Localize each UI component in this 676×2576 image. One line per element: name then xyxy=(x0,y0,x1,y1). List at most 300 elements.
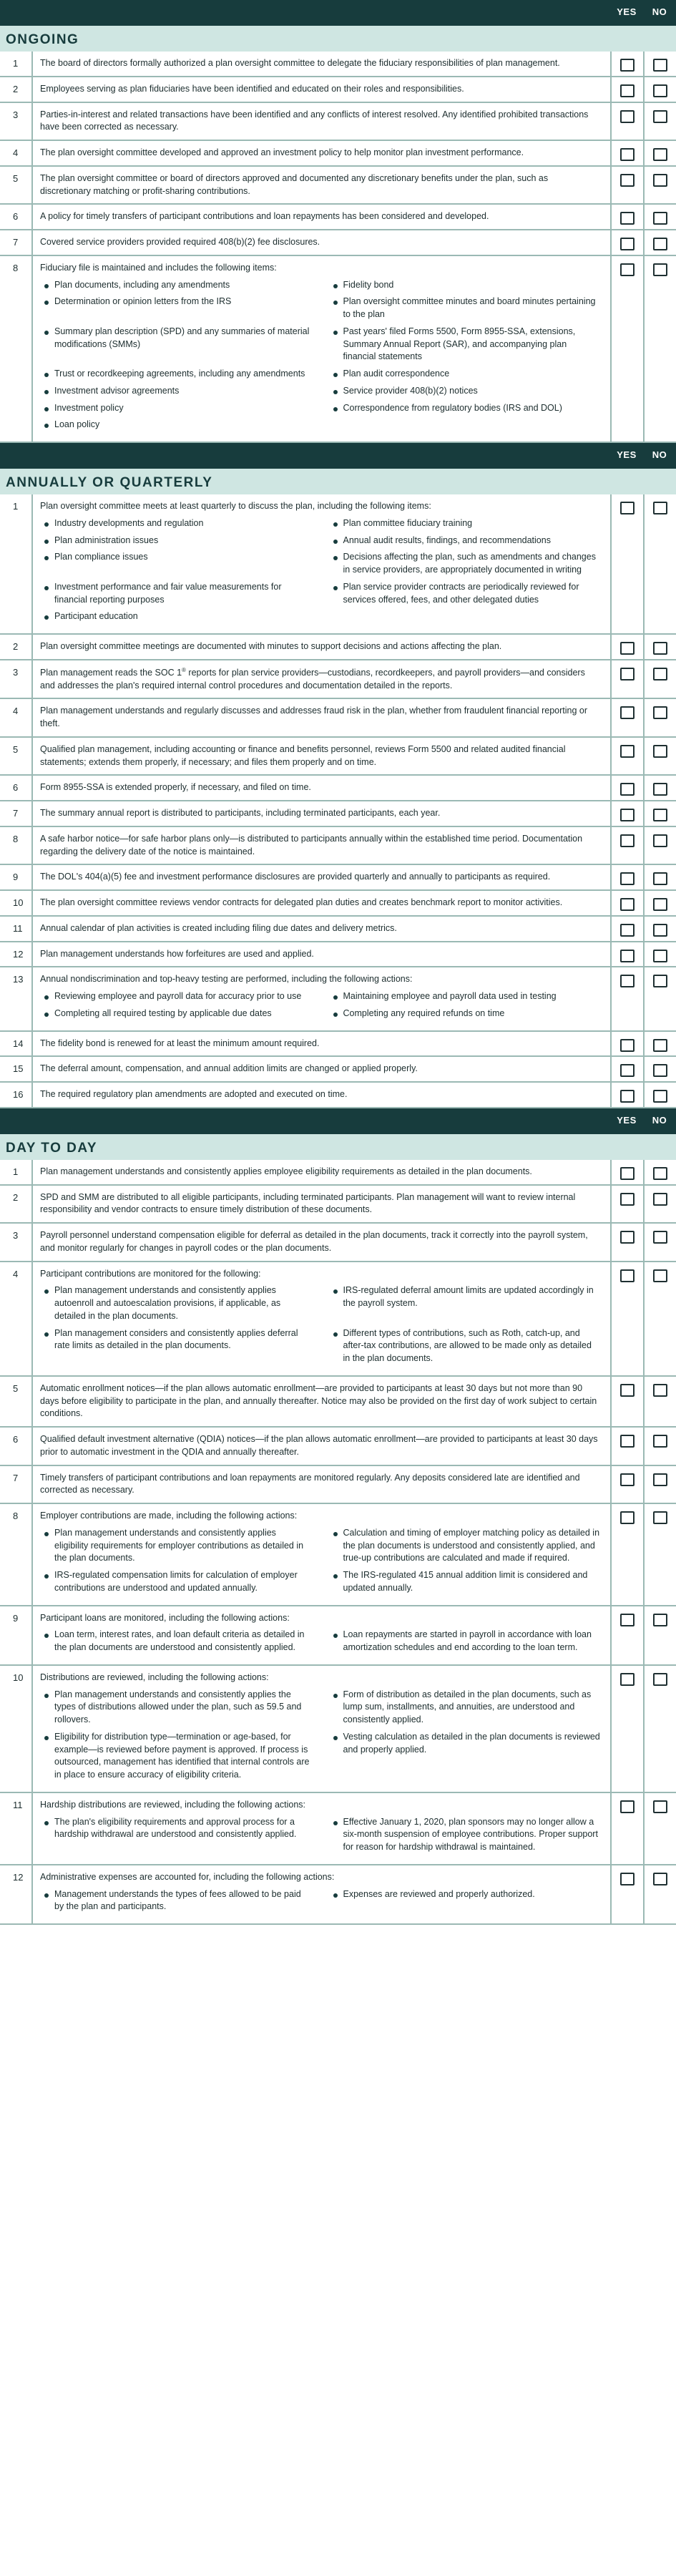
no-cell xyxy=(643,699,676,736)
item-number: 15 xyxy=(13,1063,24,1075)
bullet-item: Determination or opinion letters from the IRS xyxy=(40,296,312,321)
item-number: 5 xyxy=(13,743,19,755)
no-checkbox[interactable] xyxy=(653,1090,667,1103)
yes-cell xyxy=(610,1186,643,1223)
bullet-item: Annual audit results, findings, and recommendations xyxy=(329,535,601,547)
no-cell xyxy=(643,738,676,775)
item-text: Employees serving as plan fiduciaries have been identified and educated on their roles and responsibilities. xyxy=(40,83,464,94)
checklist-row xyxy=(0,942,676,968)
no-cell xyxy=(643,776,676,800)
yes-checkbox[interactable] xyxy=(620,502,635,514)
item-body xyxy=(31,1160,610,1184)
item-number: 5 xyxy=(13,1382,19,1394)
no-checkbox[interactable] xyxy=(653,502,667,514)
bullet-item: Industry developments and regulation xyxy=(40,517,312,530)
checklist-row xyxy=(0,77,676,103)
no-checkbox[interactable] xyxy=(653,1511,667,1524)
item-bullet-list xyxy=(40,279,600,436)
yes-column-header: YES xyxy=(617,1114,637,1126)
item-text: Qualified plan management, including accounting or finance and benefits personnel, reviews Form 5500 and related audited financial statements; extends them properly, if necessary; and files them properly and on time. xyxy=(40,743,566,767)
no-checkbox[interactable] xyxy=(653,1193,667,1206)
yes-cell xyxy=(610,1466,643,1503)
item-body xyxy=(31,1666,610,1792)
no-checkbox[interactable] xyxy=(653,1231,667,1244)
yes-checkbox[interactable] xyxy=(620,1231,635,1244)
no-cell xyxy=(643,1466,676,1503)
item-body xyxy=(31,141,610,165)
no-checkbox[interactable] xyxy=(653,212,667,225)
no-checkbox[interactable] xyxy=(653,110,667,123)
bullet-item: Investment policy xyxy=(40,402,312,415)
checklist-section xyxy=(0,443,676,1108)
no-checkbox[interactable] xyxy=(653,1269,667,1282)
item-body xyxy=(31,1377,610,1426)
no-cell xyxy=(643,1504,676,1605)
item-number: 6 xyxy=(13,211,19,223)
bullet-item: Investment performance and fair value measurements for financial reporting purposes xyxy=(40,581,312,607)
bullet-item: Plan administration issues xyxy=(40,535,312,547)
item-number: 10 xyxy=(13,1672,24,1683)
no-checkbox[interactable] xyxy=(653,59,667,72)
no-cell xyxy=(643,827,676,864)
no-cell xyxy=(643,1428,676,1465)
yes-cell xyxy=(610,1224,643,1261)
yes-cell xyxy=(610,1428,643,1465)
yes-cell xyxy=(610,1057,643,1081)
yes-cell xyxy=(610,167,643,204)
no-cell xyxy=(643,256,676,441)
no-checkbox[interactable] xyxy=(653,1614,667,1626)
no-cell xyxy=(643,967,676,1030)
item-bullet-list xyxy=(40,1629,600,1659)
yes-checkbox[interactable] xyxy=(620,783,635,796)
yes-checkbox[interactable] xyxy=(620,110,635,123)
no-checkbox[interactable] xyxy=(653,1435,667,1448)
bullet-item: Loan repayments are started in payroll in accordance with loan amortization schedules and end according to the loan term. xyxy=(329,1629,601,1654)
yes-cell xyxy=(610,256,643,441)
item-number: 11 xyxy=(13,1799,23,1810)
item-body xyxy=(31,967,610,1030)
checklist-row xyxy=(0,230,676,256)
no-cell xyxy=(643,1606,676,1664)
item-text: Payroll personnel understand compensation eligible for deferral as detailed in the plan documents, track it correctly into the payroll system, and monitor regularly for changes in payroll codes or the plan documents. xyxy=(40,1230,588,1253)
yes-checkbox[interactable] xyxy=(620,84,635,97)
yes-cell xyxy=(610,1032,643,1056)
item-text: The plan oversight committee reviews vendor contracts for delegated plan duties and creates benchmark report to monitor activities. xyxy=(40,897,563,908)
yes-cell xyxy=(610,801,643,826)
item-body xyxy=(31,52,610,76)
yes-checkbox[interactable] xyxy=(620,1511,635,1524)
yes-cell xyxy=(610,865,643,889)
no-checkbox[interactable] xyxy=(653,148,667,161)
item-number: 9 xyxy=(13,1612,19,1624)
item-text: The board of directors formally authorized a plan oversight committee to delegate the fiduciary responsibilities of plan management. xyxy=(40,58,560,68)
yes-checkbox[interactable] xyxy=(620,1800,635,1813)
checklist-section xyxy=(0,1108,676,1925)
no-checkbox[interactable] xyxy=(653,706,667,719)
item-text: Annual nondiscrimination and top-heavy testing are performed, including the following actions: xyxy=(40,974,413,985)
no-checkbox[interactable] xyxy=(653,1167,667,1180)
no-checkbox[interactable] xyxy=(653,783,667,796)
checklist-row xyxy=(0,1865,676,1925)
item-text: Employer contributions are made, including the following actions: xyxy=(40,1511,298,1521)
yes-cell xyxy=(610,635,643,659)
checklist-row xyxy=(0,865,676,891)
item-number: 8 xyxy=(13,1511,19,1522)
checklist-row xyxy=(0,1224,676,1262)
checklist-section xyxy=(0,0,676,443)
item-body xyxy=(31,77,610,102)
checklist-row xyxy=(0,167,676,205)
no-checkbox[interactable] xyxy=(653,642,667,655)
item-number: 8 xyxy=(13,262,19,273)
yes-checkbox[interactable] xyxy=(620,975,635,987)
item-body xyxy=(31,1504,610,1605)
yes-checkbox[interactable] xyxy=(620,1269,635,1282)
checklist-row xyxy=(0,141,676,167)
bullet-item: Eligibility for distribution type—termination or age-based, for example—is reviewed before payment is approved. If process is outsourced, management has identified that internal controls are in place to ensure accuracy of eligibility criteria. xyxy=(40,1731,312,1782)
item-text: Parties-in-interest and related transactions have been identified and any conflicts of interest resolved. Any identified prohibited transactions have been corrected as necessary. xyxy=(40,109,589,132)
item-number: 16 xyxy=(13,1089,24,1101)
no-checkbox[interactable] xyxy=(653,1064,667,1077)
yes-checkbox[interactable] xyxy=(620,1614,635,1626)
bullet-item: Plan management considers and consistently applies deferral rate limits as detailed in the plan documents. xyxy=(40,1327,312,1365)
yes-checkbox[interactable] xyxy=(620,212,635,225)
bullet-item: Investment advisor agreements xyxy=(40,385,312,398)
item-text: The summary annual report is distributed to participants, including terminated participants, each year. xyxy=(40,808,441,819)
checklist-row xyxy=(0,1504,676,1606)
item-body xyxy=(31,167,610,204)
checklist-row xyxy=(0,967,676,1031)
no-checkbox[interactable] xyxy=(653,975,667,987)
item-number: 3 xyxy=(13,109,19,120)
no-checkbox[interactable] xyxy=(653,1800,667,1813)
no-cell xyxy=(643,494,676,633)
item-body xyxy=(31,660,610,698)
item-number: 1 xyxy=(13,1166,19,1177)
no-checkbox[interactable] xyxy=(653,809,667,821)
no-checkbox[interactable] xyxy=(653,1473,667,1486)
item-bullet-list xyxy=(40,1888,600,1918)
no-checkbox[interactable] xyxy=(653,872,667,885)
yes-checkbox[interactable] xyxy=(620,1193,635,1206)
no-column-header: NO xyxy=(652,6,667,17)
yes-checkbox[interactable] xyxy=(620,924,635,937)
no-cell xyxy=(643,205,676,229)
no-checkbox[interactable] xyxy=(653,950,667,962)
no-checkbox[interactable] xyxy=(653,174,667,187)
item-number: 12 xyxy=(13,1871,24,1883)
yes-cell xyxy=(610,494,643,633)
item-body xyxy=(31,635,610,659)
bullet-item: Fidelity bond xyxy=(329,279,601,292)
item-text: Timely transfers of participant contributions and loan repayments are monitored regularly. Any deposits considered late are identified and corrected as necessary. xyxy=(40,1472,580,1496)
checklist-row xyxy=(0,52,676,77)
column-header-spacer xyxy=(0,0,610,24)
no-cell xyxy=(643,52,676,76)
item-body xyxy=(31,230,610,255)
yes-cell xyxy=(610,738,643,775)
bullet-item: Plan committee fiduciary training xyxy=(329,517,601,530)
yes-cell xyxy=(610,141,643,165)
item-text: Covered service providers provided required 408(b)(2) fee disclosures. xyxy=(40,237,320,247)
yes-cell xyxy=(610,1262,643,1375)
yes-checkbox[interactable] xyxy=(620,668,635,680)
no-checkbox[interactable] xyxy=(653,924,667,937)
no-checkbox[interactable] xyxy=(653,263,667,276)
yes-checkbox[interactable] xyxy=(620,642,635,655)
bullet-item: Plan documents, including any amendments xyxy=(40,279,312,292)
yes-checkbox[interactable] xyxy=(620,1435,635,1448)
item-body xyxy=(31,738,610,775)
yes-checkbox[interactable] xyxy=(620,950,635,962)
no-cell xyxy=(643,1224,676,1261)
yes-checkbox[interactable] xyxy=(620,809,635,821)
yes-checkbox[interactable] xyxy=(620,263,635,276)
yes-cell xyxy=(610,776,643,800)
item-number: 8 xyxy=(13,833,19,844)
yes-checkbox[interactable] xyxy=(620,148,635,161)
bullet-item: Past years' filed Forms 5500, Form 8955-SSA, extensions, Summary Annual Report (SAR), and accompanying plan financial statements xyxy=(329,326,601,364)
item-body xyxy=(31,942,610,967)
item-number: 9 xyxy=(13,872,19,883)
item-body xyxy=(31,1466,610,1503)
item-body xyxy=(31,103,610,140)
no-cell xyxy=(643,1083,676,1107)
bullet-item: The IRS-regulated 415 annual addition limit is considered and updated annually. xyxy=(329,1569,601,1595)
item-body xyxy=(31,494,610,633)
item-number: 7 xyxy=(13,237,19,248)
bullet-item: Service provider 408(b)(2) notices xyxy=(329,385,601,398)
item-number: 4 xyxy=(13,147,19,158)
item-body xyxy=(31,1793,610,1864)
checklist-row xyxy=(0,660,676,700)
section-title: ONGOING xyxy=(0,24,676,52)
no-checkbox[interactable] xyxy=(653,1673,667,1686)
checklist-row xyxy=(0,738,676,776)
yes-checkbox[interactable] xyxy=(620,1473,635,1486)
no-checkbox[interactable] xyxy=(653,1384,667,1397)
bullet-item: Effective January 1, 2020, plan sponsors may no longer allow a six-month suspension of employee contributions. Proper support for reason for hardship withdrawal is maintained. xyxy=(329,1816,601,1854)
checklist-row xyxy=(0,827,676,866)
item-text: Plan oversight committee meetings are documented with minutes to support decisions and actions affecting the plan. xyxy=(40,641,502,651)
item-text: The required regulatory plan amendments are adopted and executed on time. xyxy=(40,1089,348,1100)
item-text: The deferral amount, compensation, and annual addition limits are changed or applied properly. xyxy=(40,1063,418,1074)
yes-checkbox[interactable] xyxy=(620,898,635,911)
no-checkbox[interactable] xyxy=(653,898,667,911)
column-header-bar xyxy=(0,443,676,467)
item-text: The plan oversight committee developed and approved an investment policy to help monitor plan investment performance. xyxy=(40,147,524,157)
checklist-row xyxy=(0,1032,676,1058)
item-number: 10 xyxy=(13,897,24,909)
yes-cell xyxy=(610,917,643,941)
yes-checkbox[interactable] xyxy=(620,1673,635,1686)
no-cell xyxy=(643,891,676,915)
bullet-item: Plan management understands and consistently applies eligibility requirements for employer contributions as detailed in the plan documents. xyxy=(40,1527,312,1565)
item-number: 5 xyxy=(13,172,19,184)
bullet-item: Summary plan description (SPD) and any summaries of material modifications (SMMs) xyxy=(40,326,312,364)
item-text: Annual calendar of plan activities is created including filing due dates and delivery metrics. xyxy=(40,922,397,933)
checklist-row xyxy=(0,635,676,660)
yes-cell xyxy=(610,699,643,736)
yes-cell xyxy=(610,660,643,698)
yes-cell xyxy=(610,891,643,915)
yes-checkbox[interactable] xyxy=(620,872,635,885)
yes-cell xyxy=(610,1793,643,1864)
no-checkbox[interactable] xyxy=(653,84,667,97)
checklist-row xyxy=(0,1377,676,1428)
item-number: 6 xyxy=(13,1434,19,1445)
yes-checkbox[interactable] xyxy=(620,59,635,72)
bullet-item: Management understands the types of fees allowed to be paid by the plan and participants. xyxy=(40,1888,312,1914)
item-text: A safe harbor notice—for safe harbor plans only—is distributed to participants annually within the established time period. Documentation regarding the delivery date of the notice is maintained. xyxy=(40,833,583,857)
no-cell xyxy=(643,1186,676,1223)
item-text: Qualified default investment alternative (QDIA) notices—if the plan allows automatic enrollment—are provided to participants at least 30 days prior to automatic investment in the QDIA and annually thereafter. xyxy=(40,1434,598,1457)
no-cell xyxy=(643,635,676,659)
item-number: 13 xyxy=(13,974,24,985)
item-number: 7 xyxy=(13,808,19,819)
item-number: 3 xyxy=(13,1230,19,1241)
checklist-row xyxy=(0,256,676,443)
bullet-item: Trust or recordkeeping agreements, including any amendments xyxy=(40,368,312,381)
item-text: Plan management reads the SOC 1® reports for plan service providers—custodians, recordkeepers, and payroll providers—and considers and addresses the plan's required internal control procedures and documentation detailed in the reports. xyxy=(40,666,585,691)
item-text: Form 8955-SSA is extended properly, if necessary, and filed on time. xyxy=(40,782,311,793)
item-text: A policy for timely transfers of participant contributions and loan repayments has been considered and developed. xyxy=(40,211,489,222)
item-number: 1 xyxy=(13,501,19,512)
item-number: 11 xyxy=(13,922,23,934)
item-bullet-list xyxy=(40,517,600,628)
bullet-item: Loan policy xyxy=(40,419,312,431)
item-body xyxy=(31,1262,610,1375)
checklist-row xyxy=(0,776,676,801)
yes-checkbox[interactable] xyxy=(620,1384,635,1397)
column-header-spacer xyxy=(0,443,610,467)
yes-cell xyxy=(610,77,643,102)
item-body xyxy=(31,1865,610,1923)
yes-cell xyxy=(610,1083,643,1107)
bullet-item: Loan term, interest rates, and loan default criteria as detailed in the plan documents are understood and consistently applied. xyxy=(40,1629,312,1654)
checklist-row xyxy=(0,103,676,142)
checklist-row xyxy=(0,1262,676,1377)
no-checkbox[interactable] xyxy=(653,668,667,680)
yes-column-header: YES xyxy=(617,6,637,17)
yes-cell xyxy=(610,942,643,967)
no-cell xyxy=(643,230,676,255)
section-title: ANNUALLY OR QUARTERLY xyxy=(0,467,676,494)
item-body xyxy=(31,1032,610,1056)
no-cell xyxy=(643,917,676,941)
item-text: The DOL's 404(a)(5) fee and investment performance disclosures are provided quarterly and annually to participants as required. xyxy=(40,872,551,882)
item-body xyxy=(31,1057,610,1081)
item-body xyxy=(31,917,610,941)
item-bullet-list xyxy=(40,1816,600,1858)
bullet-item: Decisions affecting the plan, such as amendments and changes in service providers, are appropriately documented in writing xyxy=(329,551,601,577)
no-cell xyxy=(643,1377,676,1426)
item-text: Plan management understands and consistently applies employee eligibility requirements as detailed in the plan documents. xyxy=(40,1166,532,1176)
item-body xyxy=(31,827,610,864)
yes-cell xyxy=(610,1865,643,1923)
bullet-item: Plan management understands and consistently applies autoenroll and autoescalation provisions, if applicable, as detailed in the plan documents. xyxy=(40,1284,312,1322)
bullet-item: Completing all required testing by applicable due dates xyxy=(40,1008,312,1020)
bullet-item: Plan audit correspondence xyxy=(329,368,601,381)
item-bullet-list xyxy=(40,990,600,1025)
bullet-item: Plan management understands and consistently applies the types of distributions allowed under the plan, such as 59.5 and rollovers. xyxy=(40,1689,312,1727)
yes-cell xyxy=(610,1377,643,1426)
yes-cell xyxy=(610,1666,643,1792)
no-column-header: NO xyxy=(652,1114,667,1126)
no-checkbox[interactable] xyxy=(653,745,667,758)
no-cell xyxy=(643,1666,676,1792)
column-header-bar xyxy=(0,1108,676,1133)
item-body xyxy=(31,1224,610,1261)
yes-checkbox[interactable] xyxy=(620,706,635,719)
yes-checkbox[interactable] xyxy=(620,1090,635,1103)
item-body xyxy=(31,1428,610,1465)
checklist-row xyxy=(0,1057,676,1083)
checklist-row xyxy=(0,1793,676,1865)
no-checkbox[interactable] xyxy=(653,1873,667,1885)
no-checkbox[interactable] xyxy=(653,1039,667,1052)
item-text: Administrative expenses are accounted for, including the following actions: xyxy=(40,1871,335,1882)
item-text: Participant loans are monitored, including the following actions: xyxy=(40,1612,290,1623)
yes-cell xyxy=(610,230,643,255)
yes-checkbox[interactable] xyxy=(620,1039,635,1052)
bullet-item: IRS-regulated deferral amount limits are updated accordingly in the payroll system. xyxy=(329,1284,601,1322)
item-number: 14 xyxy=(13,1038,24,1049)
no-checkbox[interactable] xyxy=(653,834,667,847)
checklist-row xyxy=(0,205,676,230)
checklist-row xyxy=(0,1186,676,1224)
item-number: 2 xyxy=(13,641,19,652)
yes-cell xyxy=(610,967,643,1030)
item-bullet-list xyxy=(40,1689,600,1786)
item-number: 3 xyxy=(13,666,19,678)
checklist-row xyxy=(0,1160,676,1186)
yes-cell xyxy=(610,52,643,76)
no-column-header: NO xyxy=(652,449,667,460)
checklist-row xyxy=(0,1666,676,1793)
yes-checkbox[interactable] xyxy=(620,238,635,250)
checklist-row xyxy=(0,1606,676,1666)
yes-checkbox[interactable] xyxy=(620,745,635,758)
item-bullet-list xyxy=(40,1527,600,1599)
bullet-item: Plan oversight committee minutes and board minutes pertaining to the plan xyxy=(329,296,601,321)
checklist-row xyxy=(0,1083,676,1108)
no-checkbox[interactable] xyxy=(653,238,667,250)
yes-cell xyxy=(610,1504,643,1605)
no-cell xyxy=(643,77,676,102)
yes-checkbox[interactable] xyxy=(620,1064,635,1077)
bullet-item: Completing any required refunds on time xyxy=(329,1008,601,1020)
yes-checkbox[interactable] xyxy=(620,1873,635,1885)
bullet-item: Calculation and timing of employer matching policy as detailed in the plan documents is understood and consistently applied, and true-up contributions are calculated and made if required. xyxy=(329,1527,601,1565)
yes-checkbox[interactable] xyxy=(620,174,635,187)
item-text: Plan oversight committee meets at least quarterly to discuss the plan, including the following items: xyxy=(40,501,431,511)
checklist-row xyxy=(0,1428,676,1466)
no-cell xyxy=(643,1057,676,1081)
no-cell xyxy=(643,801,676,826)
yes-cell xyxy=(610,827,643,864)
yes-checkbox[interactable] xyxy=(620,834,635,847)
bullet-item: Form of distribution as detailed in the plan documents, such as lump sum, installments, and annuities, are understood and consistently applied. xyxy=(329,1689,601,1727)
no-cell xyxy=(643,1865,676,1923)
yes-cell xyxy=(610,205,643,229)
item-body xyxy=(31,801,610,826)
yes-checkbox[interactable] xyxy=(620,1167,635,1180)
bullet-item: Plan service provider contracts are periodically reviewed for services offered, fees, and other delegated duties xyxy=(329,581,601,607)
item-text: Fiduciary file is maintained and includes the following items: xyxy=(40,262,277,273)
yes-cell xyxy=(610,103,643,140)
